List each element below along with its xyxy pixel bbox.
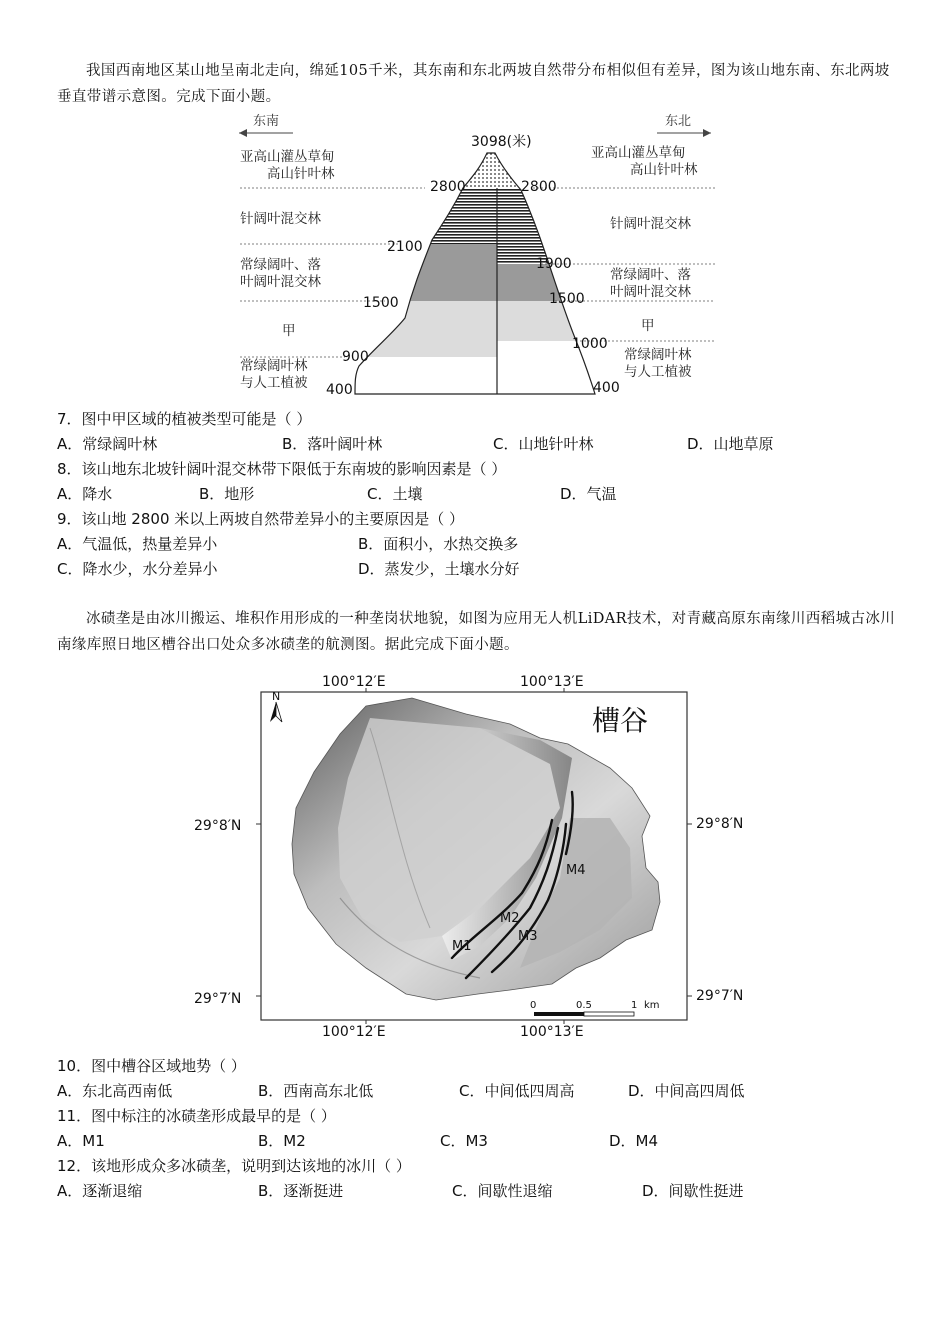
lon-top-left: 100°12′E [322,674,386,690]
svg-text:400: 400 [593,380,620,396]
svg-text:与人工植被: 与人工植被 [240,375,308,391]
svg-text:甲: 甲 [641,318,655,334]
southeast-arrow [239,129,293,137]
svg-text:1500: 1500 [363,295,399,311]
q7-option-a[interactable]: A．常绿阔叶林 [57,435,158,453]
question-8: 8．该山地东北坡针阔叶混交林带下限低于东南坡的影响因素是（ ） [57,460,507,478]
lat-right-top: 29°8′N [696,816,744,832]
dir-southeast: 东南 [253,114,280,129]
q10-option-a[interactable]: A．东北高西南低 [57,1082,173,1100]
question-9: 9．该山地 2800 米以上两坡自然带差异小的主要原因是（ ） [57,510,465,528]
svg-text:2800: 2800 [430,179,466,195]
passage-1: 我国西南地区某山地呈南北走向，绵延105千米，其东南和东北两坡自然带分布相似但有差异，图为该山地东南、东北两坡垂直带谱示意图。完成下面小题。 [57,63,890,105]
q10-option-b[interactable]: B．西南高东北低 [258,1082,374,1100]
svg-text:常绿阔叶、落: 常绿阔叶、落 [610,267,691,283]
q9-option-a[interactable]: A．气温低，热量差异小 [57,535,218,553]
lat-left-top: 29°8′N [194,818,242,834]
svg-text:M4: M4 [566,863,586,878]
q12-option-b[interactable]: B．逐渐挺进 [258,1182,344,1200]
scale-bar [534,1012,634,1016]
q9-option-c[interactable]: C．降水少，水分差异小 [57,560,218,578]
svg-text:1000: 1000 [572,336,608,352]
svg-text:1500: 1500 [549,291,585,307]
svg-text:M3: M3 [518,929,538,944]
question-11: 11．图中标注的冰碛垄形成最早的是（ ） [57,1107,336,1125]
q11-option-a[interactable]: A．M1 [57,1132,105,1150]
svg-text:2800: 2800 [521,179,557,195]
svg-text:甲: 甲 [282,323,296,339]
lon-bottom-right: 100°13′E [520,1024,584,1040]
svg-text:与人工植被: 与人工植被 [624,364,692,380]
scale-unit: km [644,1000,660,1011]
svg-text:叶阔叶混交林: 叶阔叶混交林 [240,274,321,290]
q10-option-c[interactable]: C．中间低四周高 [459,1082,575,1100]
left-zone-labels [240,148,335,391]
q8-option-b[interactable]: B．地形 [199,485,255,503]
lon-bottom-left: 100°12′E [322,1024,386,1040]
q8-option-c[interactable]: C．土壤 [367,485,423,503]
question-10: 10．图中槽谷区域地势（ ） [57,1057,246,1075]
lat-right-bottom: 29°7′N [696,988,744,1004]
moraine-map-figure [180,668,780,1040]
q7-option-c[interactable]: C．山地针叶林 [493,435,594,453]
q8-option-a[interactable]: A．降水 [57,485,113,503]
q9-option-b[interactable]: B．面积小，水热交换多 [358,535,519,553]
lon-top-right: 100°13′E [520,674,584,690]
svg-text:高山针叶林: 高山针叶林 [630,162,698,178]
peak-label: 3098(米) [471,134,532,150]
svg-text:常绿阔叶林: 常绿阔叶林 [624,347,692,363]
north-label: N [272,690,281,703]
scale-0: 0 [530,1000,537,1011]
svg-text:400: 400 [326,382,353,398]
svg-text:M2: M2 [500,911,520,926]
q11-option-b[interactable]: B．M2 [258,1132,306,1150]
svg-text:1900: 1900 [536,256,572,272]
scale-05: 0.5 [576,1000,592,1011]
svg-text:900: 900 [342,349,369,365]
dir-northeast: 东北 [665,114,692,129]
svg-text:亚高山灌丛草甸: 亚高山灌丛草甸 [591,145,686,161]
q12-option-c[interactable]: C．间歇性退缩 [452,1182,553,1200]
svg-text:高山针叶林: 高山针叶林 [267,166,335,182]
passage-2: 冰碛垄是由冰川搬运、堆积作用形成的一种垄岗状地貌，如图为应用无人机LiDAR技术，对青藏高原东南缘川西稻城古冰川南缘库照日地区槽谷出口处众多冰碛垄的航测图。据此完成下面小题。 [57,611,896,653]
question-12: 12．该地形成众多冰碛垄，说明到达该地的冰川（ ） [57,1157,411,1175]
svg-text:叶阔叶混交林: 叶阔叶混交林 [610,284,691,300]
svg-text:2100: 2100 [387,239,423,255]
vertical-zonation-figure [225,108,725,400]
svg-text:针阔叶混交林: 针阔叶混交林 [610,216,691,232]
svg-text:M1: M1 [452,939,472,954]
q11-option-d[interactable]: D．M4 [609,1132,659,1150]
q12-option-a[interactable]: A．逐渐退缩 [57,1182,143,1200]
q11-option-c[interactable]: C．M3 [440,1132,488,1150]
q12-option-d[interactable]: D．间歇性挺进 [642,1182,744,1200]
question-7: 7．图中甲区域的植被类型可能是（ ） [57,410,312,428]
svg-text:常绿阔叶林: 常绿阔叶林 [240,358,308,374]
northeast-arrow [657,129,711,137]
mountain-profile [325,148,627,397]
lat-left-bottom: 29°7′N [194,991,242,1007]
q7-option-d[interactable]: D．山地草原 [687,435,774,453]
svg-text:亚高山灌丛草甸: 亚高山灌丛草甸 [240,149,335,165]
svg-text:针阔叶混交林: 针阔叶混交林 [240,211,321,227]
q9-option-d[interactable]: D．蒸发少，土壤水分好 [358,560,520,578]
q8-option-d[interactable]: D．气温 [560,485,617,503]
map-title: 槽谷 [592,704,649,737]
scale-1: 1 [631,1000,638,1011]
svg-text:常绿阔叶、落: 常绿阔叶、落 [240,257,321,273]
q7-option-b[interactable]: B．落叶阔叶林 [282,435,383,453]
q10-option-d[interactable]: D．中间高四周低 [628,1082,745,1100]
